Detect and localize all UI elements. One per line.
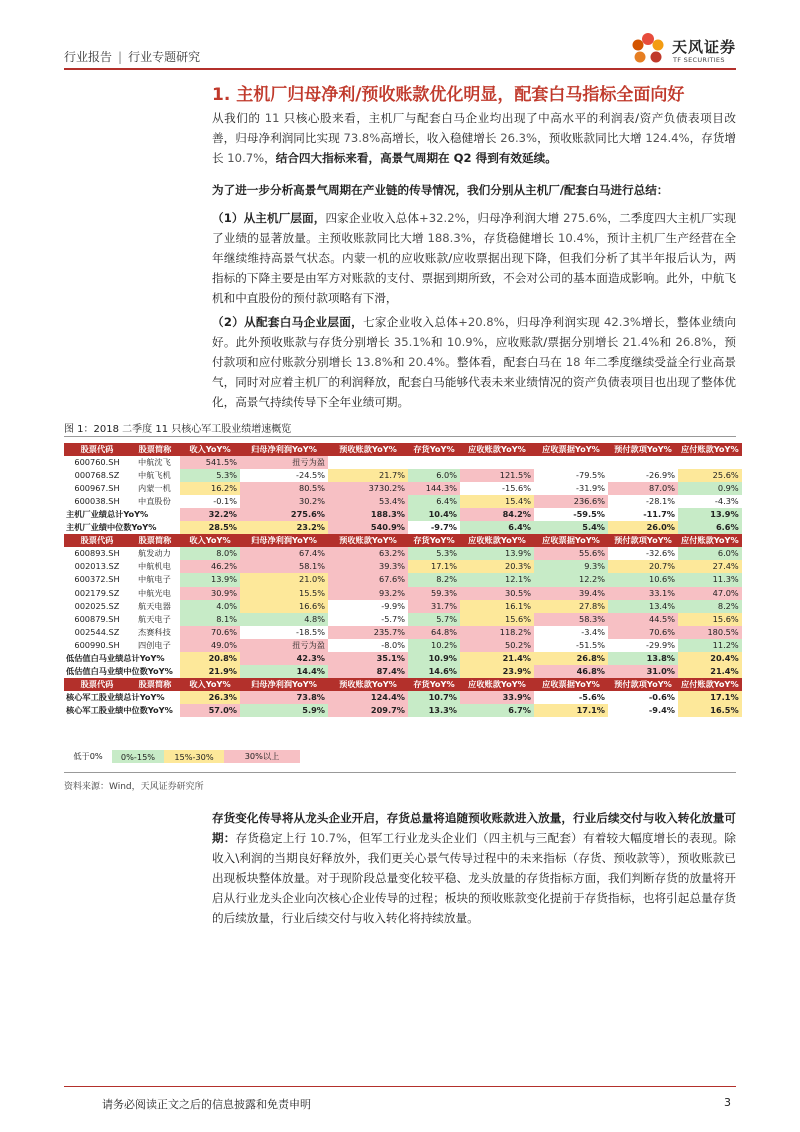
- metric-cell: 6.0%: [678, 547, 742, 560]
- metric-cell: 21.0%: [240, 573, 328, 586]
- page-number: 3: [724, 1096, 731, 1109]
- metric-cell: 5.3%: [408, 547, 460, 560]
- metric-cell: [460, 456, 534, 469]
- logo-en-text: TF SECURITIES: [673, 56, 725, 64]
- metric-cell: 13.9%: [180, 573, 240, 586]
- column-header: 应收账款YoY%: [460, 534, 534, 547]
- legend-15-30: 15%-30%: [164, 750, 224, 763]
- paragraph-oem-level: （1）从主机厂层面，四家企业收入总体+32.2%，归母净利润大增 275.6%，二季度四大主机厂实现了业绩的显著放量。主预收账款同比大增 188.3%，存货稳健增长 10.4%，预计主机厂生产经营在全年继续维持高景气状态。内蒙一机的应收账款/应收票据出现下降，但我们分析了其半年报后认为，两指标的下降主要是由军方对账款的支付、票据到期所致，不会对公司的基本面造成影响。此外，中航飞机和中直股份的预付款项略有下滑，: [212, 211, 736, 305]
- metric-cell: -15.6%: [502, 483, 531, 494]
- metric-cell: 4.0%: [180, 600, 240, 613]
- summary-cell: 32.2%: [180, 508, 240, 521]
- metric-cell: -4.3%: [714, 496, 739, 507]
- paragraph-overview: 从我们的 11 只核心股来看，主机厂与配套白马企业均出现了中高水平的利润表/资产负债表项目改善，归母净利润同比实现 73.8%高增长，收入稳健增长 26.3%，预收账款同比大增 124.4%，存货增长 10.7%，结合四大指标来看，高景气周期在 Q2 得到有效延续。: [212, 111, 737, 165]
- metric-cell: 27.8%: [534, 600, 608, 613]
- metric-cell: 20.7%: [608, 560, 678, 573]
- metric-cell: 44.5%: [608, 613, 678, 626]
- summary-cell: 21.4%: [460, 652, 534, 665]
- metric-cell: -18.5%: [296, 626, 325, 637]
- metric-cell: 12.2%: [534, 573, 608, 586]
- metric-cell: 6.4%: [408, 495, 460, 508]
- summary-cell: 5.9%: [240, 704, 328, 717]
- column-header: 预收账款YoY%: [328, 443, 408, 456]
- stock-name: 航天电器: [138, 600, 171, 611]
- table-row: [64, 600, 742, 613]
- summary-cell: 20.8%: [180, 652, 240, 665]
- metric-cell: 15.4%: [460, 495, 534, 508]
- metric-cell: 12.1%: [460, 573, 534, 586]
- metric-cell: 10.2%: [408, 639, 460, 652]
- metric-cell: 20.3%: [460, 560, 534, 573]
- metric-cell: 53.4%: [328, 495, 408, 508]
- column-header: 预付款项YoY%: [608, 443, 678, 456]
- metric-cell: 13.4%: [608, 600, 678, 613]
- table-header-row: [64, 443, 742, 456]
- stock-name: 中航飞机: [138, 470, 171, 481]
- figure-top-rule: [64, 436, 736, 437]
- column-header: 应收票据YoY%: [534, 443, 608, 456]
- summary-cell: 84.2%: [460, 508, 534, 521]
- summary-cell: 14.6%: [408, 665, 460, 678]
- stock-code: 600038.SH: [74, 496, 120, 507]
- metric-cell: 21.7%: [328, 469, 408, 482]
- metric-cell: -79.5%: [576, 470, 605, 481]
- report-subtype-label: 行业专题研究: [128, 50, 201, 64]
- metric-cell: 30.2%: [240, 495, 328, 508]
- summary-cell: 13.9%: [678, 508, 742, 521]
- metric-cell: 58.1%: [240, 560, 328, 573]
- summary-cell: 46.8%: [534, 665, 608, 678]
- column-header: 应收票据YoY%: [534, 678, 608, 691]
- stock-code: 002544.SZ: [74, 626, 120, 637]
- metric-cell: 16.1%: [460, 600, 534, 613]
- metric-cell: 15.6%: [678, 613, 742, 626]
- stock-code: 600893.SH: [74, 548, 120, 559]
- legend-below-zero: 低于0%: [73, 751, 103, 761]
- metric-cell: 59.3%: [408, 587, 460, 600]
- metric-cell: 67.6%: [328, 573, 408, 586]
- stock-code: 600967.SH: [74, 483, 120, 494]
- stock-code: 600760.SH: [74, 457, 120, 468]
- metric-cell: -24.5%: [296, 470, 325, 481]
- metric-cell: 235.7%: [328, 626, 408, 639]
- summary-cell: 188.3%: [328, 508, 408, 521]
- summary-cell: 57.0%: [180, 704, 240, 717]
- metric-cell: 扭亏为盈: [240, 456, 328, 469]
- column-header: 股票简称: [130, 443, 180, 456]
- metric-cell: 9.3%: [534, 560, 608, 573]
- metric-cell: 236.6%: [534, 495, 608, 508]
- column-header: 股票代码: [64, 443, 130, 456]
- column-header: 应收账款YoY%: [460, 678, 534, 691]
- legend-above-30: 30%以上: [224, 750, 300, 763]
- stock-code: 600990.SH: [74, 639, 120, 650]
- metric-cell: -26.9%: [646, 470, 675, 481]
- metric-cell: 39.4%: [534, 587, 608, 600]
- metric-cell: 5.3%: [180, 469, 240, 482]
- metric-cell: -5.7%: [381, 613, 405, 624]
- metric-cell: 11.3%: [678, 573, 742, 586]
- metric-cell: 64.8%: [408, 626, 460, 639]
- summary-row: [64, 704, 742, 717]
- metric-cell: 121.5%: [460, 469, 534, 482]
- metric-cell: -28.1%: [646, 496, 675, 507]
- metric-cell: 8.2%: [408, 573, 460, 586]
- summary-cell: 6.6%: [678, 521, 742, 534]
- metric-cell: 46.2%: [180, 560, 240, 573]
- figure-title: 图 1：2018 二季度 11 只核心军工股业绩增速概览: [64, 424, 292, 435]
- color-legend: [64, 750, 300, 763]
- table-row: [64, 573, 742, 586]
- metric-cell: 16.2%: [180, 482, 240, 495]
- summary-row: [64, 521, 742, 534]
- flower-logo-icon: [628, 30, 668, 70]
- metric-cell: 27.4%: [678, 560, 742, 573]
- metric-cell: [608, 456, 678, 469]
- summary-cell: 16.5%: [678, 704, 742, 717]
- metric-cell: 80.5%: [240, 482, 328, 495]
- stock-name: 航发动力: [138, 548, 171, 559]
- table-row: [64, 587, 742, 600]
- stock-name: 中直股份: [138, 496, 171, 507]
- section-title: 1. 主机厂归母净利/预收账款优化明显，配套白马指标全面向好: [212, 85, 685, 105]
- report-type-label: 行业报告: [64, 50, 113, 64]
- column-header: 存货YoY%: [408, 678, 460, 691]
- summary-cell: 10.4%: [408, 508, 460, 521]
- metric-cell: [328, 456, 408, 469]
- metric-cell: 31.7%: [408, 600, 460, 613]
- summary-cell: -0.6%: [648, 691, 675, 702]
- metric-cell: -9.9%: [381, 600, 405, 611]
- metric-cell: 5.7%: [408, 613, 460, 626]
- summary-cell: 26.8%: [534, 652, 608, 665]
- stock-code: 002025.SZ: [74, 600, 120, 611]
- column-header: 股票代码: [64, 678, 130, 691]
- stock-code: 600879.SH: [74, 613, 120, 624]
- footer-disclaimer: 请务必阅读正文之后的信息披露和免责申明: [102, 1098, 311, 1111]
- stock-name: 杰赛科技: [138, 626, 171, 637]
- summary-cell: -9.7%: [430, 522, 457, 533]
- column-header: 应付账款YoY%: [678, 534, 742, 547]
- metric-cell: 63.2%: [328, 547, 408, 560]
- column-header: 收入YoY%: [180, 678, 240, 691]
- metric-cell: 87.0%: [608, 482, 678, 495]
- metric-cell: 30.9%: [180, 587, 240, 600]
- summary-cell: 33.9%: [460, 691, 534, 704]
- metric-cell: -8.0%: [381, 639, 405, 650]
- summary-cell: 23.9%: [460, 665, 534, 678]
- summary-label: 低估值白马业绩中位数YoY%: [66, 665, 173, 676]
- figure-source: 资料来源：Wind，天风证券研究所: [64, 782, 204, 792]
- summary-cell: 14.4%: [240, 665, 328, 678]
- table-row: [64, 547, 742, 560]
- stock-name: 内蒙一机: [138, 483, 171, 494]
- metric-cell: -51.5%: [576, 639, 605, 650]
- metric-cell: 180.5%: [678, 626, 742, 639]
- column-header: 预收账款YoY%: [328, 534, 408, 547]
- summary-cell: 5.4%: [534, 521, 608, 534]
- stock-name: 四创电子: [138, 639, 171, 650]
- table-row: [64, 495, 742, 508]
- table-header-row: [64, 534, 742, 547]
- performance-table: [64, 443, 742, 717]
- column-header: 股票代码: [64, 534, 130, 547]
- metric-cell: 17.1%: [408, 560, 460, 573]
- summary-cell: 6.7%: [460, 704, 534, 717]
- metric-cell: 16.6%: [240, 600, 328, 613]
- summary-label: 主机厂业绩中位数YoY%: [66, 522, 157, 533]
- metric-cell: 3730.2%: [328, 482, 408, 495]
- summary-cell: 28.5%: [180, 521, 240, 534]
- summary-cell: 275.6%: [240, 508, 328, 521]
- summary-cell: 10.7%: [408, 691, 460, 704]
- column-header: 预付款项YoY%: [608, 534, 678, 547]
- metric-cell: 70.6%: [180, 626, 240, 639]
- summary-cell: -11.7%: [643, 509, 675, 520]
- summary-cell: 20.4%: [678, 652, 742, 665]
- metric-cell: 39.3%: [328, 560, 408, 573]
- column-header: 应付账款YoY%: [678, 678, 742, 691]
- stock-name: 中航机电: [138, 561, 171, 572]
- summary-cell: 6.4%: [460, 521, 534, 534]
- metric-cell: 93.2%: [328, 587, 408, 600]
- logo-cn-text: 天风证券: [672, 38, 737, 56]
- summary-row: [64, 508, 742, 521]
- summary-cell: 10.9%: [408, 652, 460, 665]
- table-row: [64, 626, 742, 639]
- stock-name: 中航光电: [138, 587, 171, 598]
- summary-cell: 35.1%: [328, 652, 408, 665]
- metric-cell: 49.0%: [180, 639, 240, 652]
- stock-name: 中航沈飞: [138, 457, 171, 468]
- metric-cell: 50.2%: [460, 639, 534, 652]
- metric-cell: -29.9%: [646, 639, 675, 650]
- column-header: 应收票据YoY%: [534, 534, 608, 547]
- column-header: 归母净利润YoY%: [240, 443, 328, 456]
- metric-cell: -0.1%: [213, 496, 237, 507]
- metric-cell: 58.3%: [534, 613, 608, 626]
- table-row: [64, 482, 742, 495]
- summary-cell: 209.7%: [328, 704, 408, 717]
- summary-row: [64, 691, 742, 704]
- metric-cell: 15.6%: [460, 613, 534, 626]
- stock-code: 002179.SZ: [74, 587, 120, 598]
- column-header: 应付账款YoY%: [678, 443, 742, 456]
- metric-cell: 6.0%: [408, 469, 460, 482]
- table-row: [64, 456, 742, 469]
- summary-cell: -9.4%: [648, 704, 675, 715]
- metric-cell: 8.2%: [678, 600, 742, 613]
- legend-0-15: 0%-15%: [112, 750, 164, 763]
- summary-row: [64, 665, 742, 678]
- metric-cell: 33.1%: [608, 587, 678, 600]
- metric-cell: 13.9%: [460, 547, 534, 560]
- column-header: 预付款项YoY%: [608, 678, 678, 691]
- metric-cell: -3.4%: [581, 626, 605, 637]
- summary-label: 主机厂业绩总计YoY%: [66, 509, 149, 520]
- metric-cell: 11.2%: [678, 639, 742, 652]
- column-header: 股票简称: [130, 678, 180, 691]
- stock-code: 600372.SH: [74, 574, 120, 585]
- summary-cell: 31.0%: [608, 665, 678, 678]
- table-header-row: [64, 678, 742, 691]
- summary-cell: 26.3%: [180, 691, 240, 704]
- summary-row: [64, 652, 742, 665]
- stock-name: 航天电子: [138, 613, 171, 624]
- metric-cell: 70.6%: [608, 626, 678, 639]
- summary-cell: 17.1%: [534, 704, 608, 717]
- column-header: 股票简称: [130, 534, 180, 547]
- header-separator: |: [118, 50, 123, 64]
- report-category: [64, 48, 200, 65]
- metric-cell: 30.5%: [460, 587, 534, 600]
- metric-cell: 25.6%: [678, 469, 742, 482]
- metric-cell: 144.3%: [408, 482, 460, 495]
- metric-cell: 118.2%: [460, 626, 534, 639]
- column-header: 存货YoY%: [408, 534, 460, 547]
- metric-cell: [408, 456, 460, 469]
- header-divider: [64, 68, 736, 70]
- metric-cell: 541.5%: [180, 456, 240, 469]
- table-row: [64, 469, 742, 482]
- column-header: 归母净利润YoY%: [240, 678, 328, 691]
- column-header: 归母净利润YoY%: [240, 534, 328, 547]
- metric-cell: 8.0%: [180, 547, 240, 560]
- summary-cell: -5.6%: [578, 691, 605, 702]
- summary-cell: 42.3%: [240, 652, 328, 665]
- metric-cell: 47.0%: [678, 587, 742, 600]
- figure-bottom-rule: [64, 772, 736, 773]
- column-header: 预收账款YoY%: [328, 678, 408, 691]
- summary-cell: 13.3%: [408, 704, 460, 717]
- summary-cell: -59.5%: [573, 509, 605, 520]
- column-header: 收入YoY%: [180, 443, 240, 456]
- paragraph-supplier-level: （2）从配套白马企业层面，七家企业收入总体+20.8%，归母净利润实现 42.3%增长，整体业绩向好。此外预收账款与存货分别增长 35.1%和 10.9%，应收账款/票据分别增长 21.4%和 26.8%，预付款项和应付账款分别增长 13.8%和 20.4%。整体看，配套白马在 18 年二季度继续受益全行业高景气，同时对应着主机厂的利润释放，配套白马能够代表未来业绩情况的资产负债表项目也出现了整体优化，高景气持续传导下全年业绩可期。: [212, 315, 737, 409]
- table-row: [64, 639, 742, 652]
- summary-cell: 540.9%: [328, 521, 408, 534]
- footer-divider: [64, 1086, 736, 1087]
- column-header: 收入YoY%: [180, 534, 240, 547]
- summary-cell: 13.8%: [608, 652, 678, 665]
- metric-cell: 4.8%: [240, 613, 328, 626]
- summary-label: 低估值白马业绩总计YoY%: [66, 652, 165, 663]
- stock-name: 中航电子: [138, 574, 171, 585]
- tf-securities-logo: [628, 30, 743, 72]
- summary-label: 核心军工股业绩总计YoY%: [66, 691, 165, 702]
- metric-cell: -31.9%: [576, 483, 605, 494]
- metric-cell: -32.6%: [646, 548, 675, 559]
- summary-cell: 21.9%: [180, 665, 240, 678]
- table-row: [64, 560, 742, 573]
- summary-cell: 73.8%: [240, 691, 328, 704]
- summary-cell: 124.4%: [328, 691, 408, 704]
- summary-label: 核心军工股业绩中位数YoY%: [66, 704, 173, 715]
- metric-cell: 扭亏为盈: [240, 639, 328, 652]
- metric-cell: 15.5%: [240, 587, 328, 600]
- metric-cell: 10.6%: [608, 573, 678, 586]
- column-header: 应收账款YoY%: [460, 443, 534, 456]
- summary-cell: 17.1%: [678, 691, 742, 704]
- summary-cell: 23.2%: [240, 521, 328, 534]
- summary-cell: 26.0%: [608, 521, 678, 534]
- metric-cell: 0.9%: [678, 482, 742, 495]
- stock-code: 002013.SZ: [74, 561, 120, 572]
- metric-cell: 55.6%: [534, 547, 608, 560]
- paragraph-inventory: 存货变化传导将从龙头企业开启，存货总量将追随预收账款进入放量，行业后续交付与收入转化放量可期：存货稳定上行 10.7%，但军工行业龙头企业们（四主机与三配套）有着较大幅度增长的表现。除收入\利润的当期良好释放外，我们更关心景气传导过程中的未来指标（存货、预收款等），预收账款已出现板块整体放量。对于现阶段总量变化较平稳、龙头放量的存货指标方面，我们判断存货的放量将开启从行业龙头企业向次核心企业传导的过程；板块的预收账款变化提前于存货指标，也将引起总量存货的后续放量，行业后续交付与收入转化将持续放量。: [212, 811, 736, 925]
- metric-cell: 67.4%: [240, 547, 328, 560]
- summary-cell: 87.4%: [328, 665, 408, 678]
- metric-cell: [678, 456, 742, 469]
- column-header: 存货YoY%: [408, 443, 460, 456]
- stock-code: 000768.SZ: [74, 470, 120, 481]
- metric-cell: [534, 456, 608, 469]
- table-row: [64, 613, 742, 626]
- metric-cell: 8.1%: [180, 613, 240, 626]
- paragraph-intro: 为了进一步分析高景气周期在产业链的传导情况，我们分别从主机厂/配套白马进行总结：: [212, 183, 669, 197]
- summary-cell: 21.4%: [678, 665, 742, 678]
